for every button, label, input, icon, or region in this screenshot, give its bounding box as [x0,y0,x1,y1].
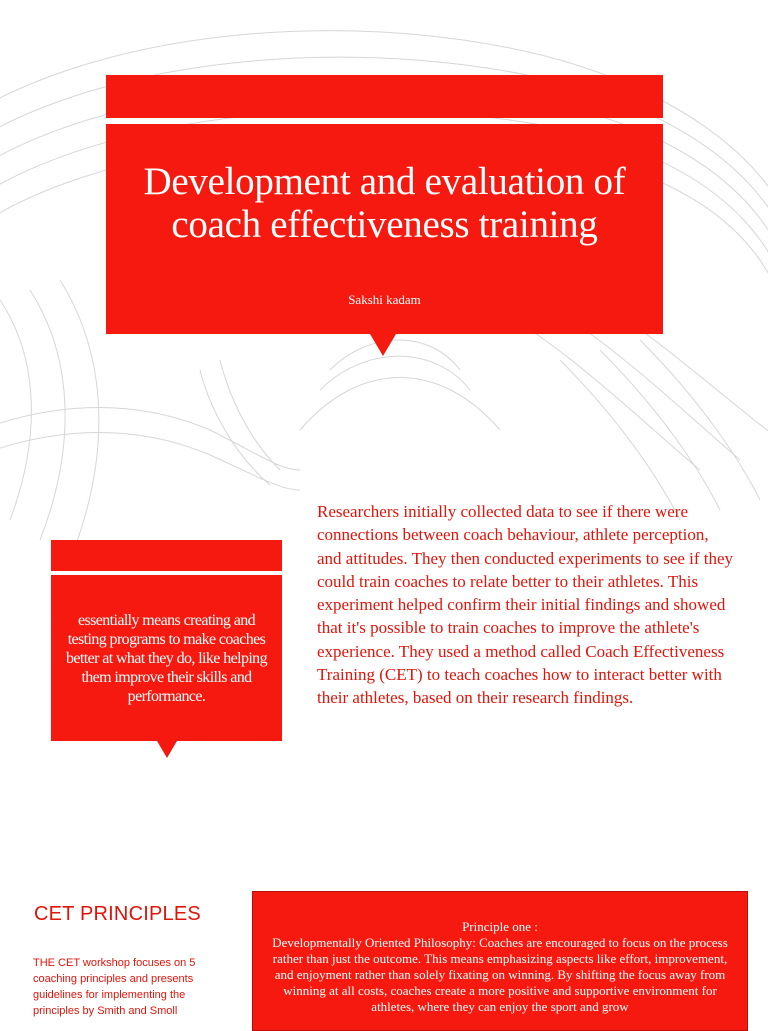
principle-body: Developmentally Oriented Philosophy: Coaches are encouraged to focus on the process rather than just the outcome. This means emphasizing aspects like effort, improvement, and enjoyment rather than solely fixating on winning. By shifting the focus away from winning at all costs, coaches create a more positive and supportive environment for athletes, where they can enjoy the sport and grow [272,935,728,1014]
title-card-pointer [370,334,396,356]
author-name: Sakshi kadam [348,292,421,307]
definition-text: essentially means creating and testing programs to make coaches better at what they do, like helping them improve their skills and performance. [65,611,267,705]
title-accent-bar [106,75,663,118]
research-paragraph: Researchers initially collected data to see if there were connections between coach behaviour, athlete perception, and attitudes. They then conducted experiments to see if they could train coaches to relate better to their athletes. This experiment helped confirm their initial findings and showed that it's possible to train coaches to improve the athlete's experience. They used a method called Coach Effectiveness Training (CET) to teach coaches how to interact better with their athletes, based on their research findings. [317,502,734,708]
definition-card-pointer [157,741,177,758]
presentation-title: Development and evaluation of coach effectiveness training [143,160,626,246]
principle-one-card [252,891,748,1031]
title-card [106,124,663,334]
definition-card [51,575,282,741]
definition-accent-bar [51,540,282,571]
cet-description: THE CET workshop focuses on 5 coaching principles and presents guidelines for implementing the principles by Smith and Smoll [33,957,196,1017]
cet-principles-heading: CET PRINCIPLES [34,903,201,925]
principle-label: Principle one : [462,919,538,934]
